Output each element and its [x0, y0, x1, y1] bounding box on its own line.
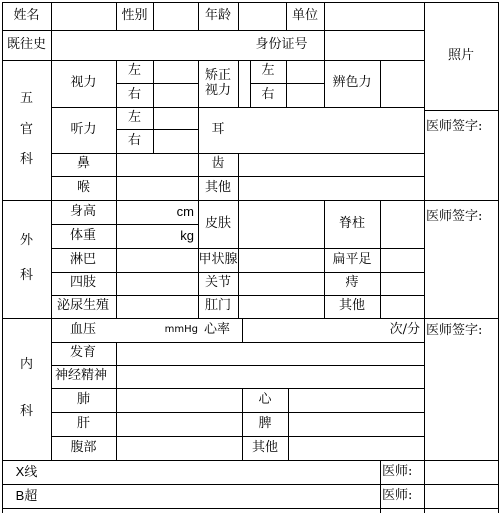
corrected-left-label: 左 [261, 63, 275, 79]
vision-label: 视力 [70, 75, 97, 91]
weight-field[interactable]: kg [180, 227, 194, 243]
hemorrhoids-field[interactable] [380, 272, 424, 295]
b-ultrasound-doctor-field[interactable] [424, 484, 498, 508]
teeth-label: 齿 [211, 156, 225, 172]
xray-doctor-label: 医师: [382, 463, 413, 479]
section-char: 外 [19, 233, 33, 249]
joints-field[interactable] [238, 272, 324, 295]
spine-field[interactable] [380, 200, 424, 248]
heart-field[interactable] [288, 388, 424, 412]
history-label: 既往史 [6, 36, 46, 52]
development-label: 发育 [70, 345, 97, 361]
corrected-left-field[interactable] [286, 60, 324, 83]
grid-line [238, 60, 239, 108]
neuro-label: 神经精神 [55, 368, 108, 384]
hearing-right-field[interactable] [153, 129, 198, 153]
b-ultrasound-doctor-label: 医师: [382, 487, 413, 503]
color-vision-label: 辨色力 [332, 75, 372, 91]
teeth-field[interactable] [238, 153, 424, 176]
doctor-sign-neike[interactable]: 医师签字: [426, 323, 483, 338]
section-wuguan [2, 60, 51, 200]
neike-other-label: 其他 [251, 439, 278, 455]
neuro-field[interactable] [116, 365, 424, 388]
section-char: 官 [19, 121, 33, 137]
doctor-sign-wuguan[interactable]: 医师签字: [426, 119, 483, 134]
hearing-left-field[interactable] [153, 107, 198, 129]
section-char: 科 [19, 404, 33, 420]
development-field[interactable] [116, 342, 424, 365]
wuguan-other-field[interactable] [238, 176, 424, 200]
section-char: 五 [19, 90, 33, 106]
spine-label: 脊柱 [338, 215, 365, 231]
blood-pressure-label: 血压 [70, 321, 97, 337]
hearing-left-label: 左 [127, 109, 141, 125]
vision-right-label: 右 [127, 86, 141, 102]
xray-label: X线 [15, 463, 38, 479]
thyroid-field[interactable] [238, 248, 324, 272]
nose-field[interactable] [116, 153, 198, 176]
liver-label: 肝 [76, 415, 90, 431]
section-char: 内 [19, 357, 33, 373]
name-field[interactable] [51, 2, 116, 30]
id-number-field[interactable] [324, 30, 424, 60]
vision-left-field[interactable] [153, 60, 198, 83]
lymph-field[interactable] [116, 248, 198, 272]
limbs-field[interactable] [116, 272, 198, 295]
vision-left-label: 左 [127, 63, 141, 79]
age-field[interactable] [238, 2, 286, 30]
joints-label: 关节 [204, 275, 231, 291]
blood-pressure-field[interactable]: mmHg [164, 324, 198, 336]
heart-rate-label: 心率 [204, 321, 231, 337]
abdomen-label: 腹部 [70, 439, 97, 455]
skin-field[interactable] [238, 200, 324, 248]
lymph-label: 淋巴 [70, 251, 97, 267]
doctor-sign-waike[interactable]: 医师签字: [426, 209, 483, 224]
liver-field[interactable] [116, 412, 242, 436]
hemorrhoids-label: 痔 [345, 275, 359, 291]
lung-label: 肺 [76, 391, 90, 407]
b-ultrasound-label: B超 [15, 487, 38, 503]
spleen-field[interactable] [288, 412, 424, 436]
waike-other-label: 其他 [338, 298, 365, 314]
gender-label: 性别 [121, 7, 148, 23]
nose-label: 鼻 [76, 156, 90, 172]
vision-right-field[interactable] [153, 83, 198, 107]
gender-field[interactable] [153, 2, 198, 30]
corrected-right-field[interactable] [286, 83, 324, 107]
throat-field[interactable] [116, 176, 198, 200]
height-label: 身高 [70, 203, 97, 219]
weight-label: 体重 [70, 227, 97, 243]
unit-field[interactable] [324, 2, 424, 30]
flatfoot-label: 扁平足 [332, 251, 372, 267]
corrected-vision-label: 矫正视力 [204, 67, 231, 98]
id-number-label: 身份证号 [255, 36, 308, 52]
corrected-right-label: 右 [261, 86, 275, 102]
neike-other-field[interactable] [288, 436, 424, 460]
xray-result-field[interactable] [51, 460, 380, 484]
anus-label: 肛门 [204, 298, 231, 314]
thyroid-label: 甲状腺 [198, 251, 238, 267]
unit-label: 单位 [291, 7, 318, 23]
urogenital-field[interactable] [116, 295, 198, 318]
ear-label: 耳 [211, 121, 225, 137]
height-field[interactable]: cm [176, 203, 194, 219]
throat-label: 喉 [76, 179, 90, 195]
age-label: 年龄 [204, 7, 231, 23]
wuguan-other-label: 其他 [204, 179, 231, 195]
waike-other-field[interactable] [380, 295, 424, 318]
section-waike [2, 200, 51, 318]
lung-field[interactable] [116, 388, 242, 412]
section-char: 科 [19, 152, 33, 168]
b-ultrasound-result-field[interactable] [51, 484, 380, 508]
urogenital-label: 泌尿生殖 [57, 298, 110, 314]
xray-doctor-field[interactable] [424, 460, 498, 484]
history-field[interactable] [51, 30, 239, 60]
name-label: 姓名 [13, 7, 40, 23]
hearing-label: 听力 [70, 121, 97, 137]
heart-rate-field[interactable]: 次/分 [389, 321, 420, 337]
hearing-right-label: 右 [127, 132, 141, 148]
spleen-label: 脾 [258, 415, 272, 431]
flatfoot-field[interactable] [380, 248, 424, 272]
limbs-label: 四肢 [70, 275, 97, 291]
photo-box[interactable]: 照片 [447, 47, 474, 63]
grid-line [498, 2, 499, 513]
color-vision-field[interactable] [380, 60, 424, 107]
abdomen-field[interactable] [116, 436, 242, 460]
section-char: 科 [19, 268, 33, 284]
anus-field[interactable] [238, 295, 324, 318]
heart-label: 心 [258, 391, 272, 407]
section-neike [2, 318, 51, 460]
skin-label: 皮肤 [204, 215, 231, 231]
ear-field[interactable] [238, 107, 424, 153]
